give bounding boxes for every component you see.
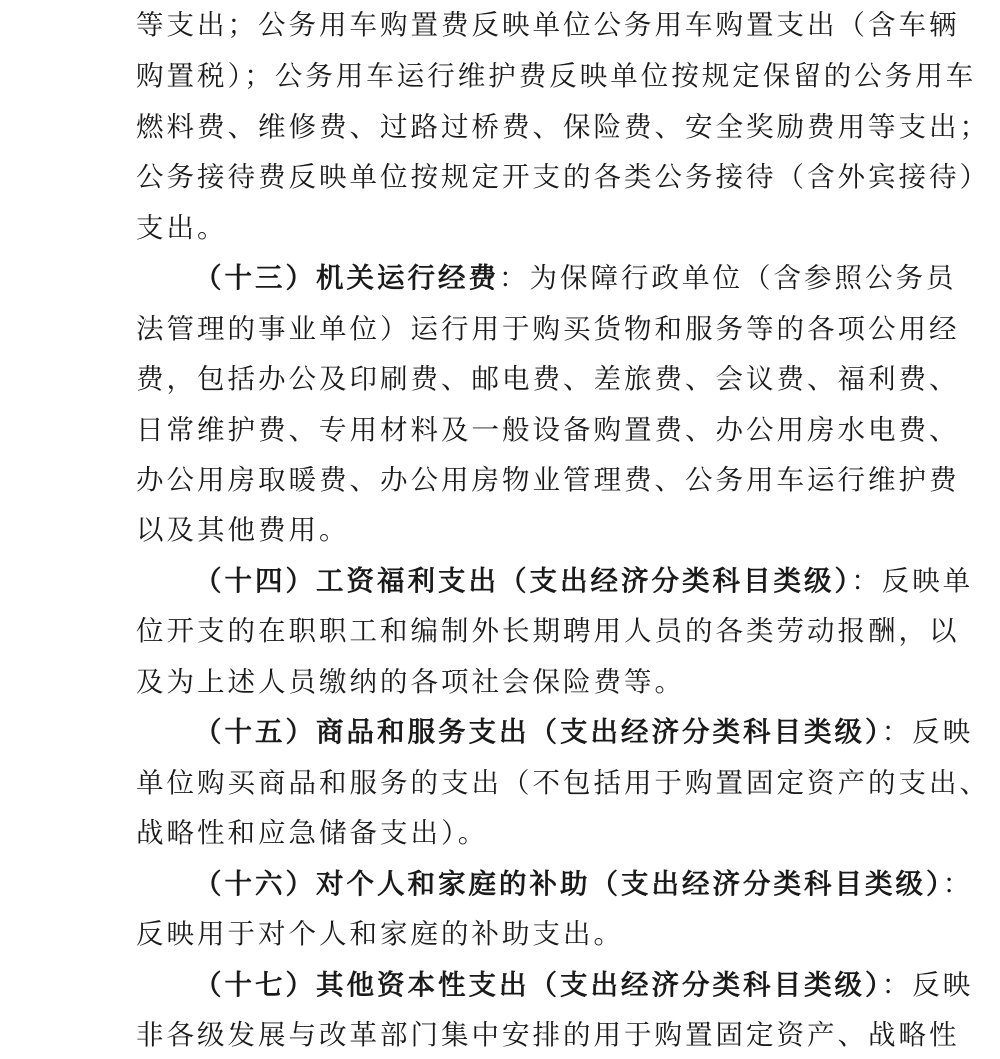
paragraph-line: 日常维护费、专用材料及一般设备购置费、办公用房水电费、 bbox=[136, 414, 960, 446]
paragraph-line: 燃料费、维修费、过路过桥费、保险费、安全奖励费用等支出； bbox=[136, 111, 990, 143]
paragraph-line: 战略性和应急储备支出）。 bbox=[136, 817, 489, 849]
paragraph-text: ： bbox=[942, 868, 974, 900]
paragraph-line: 法管理的事业单位）运行用于购买货物和服务等的各项公用经 bbox=[136, 313, 960, 345]
paragraph-line: 公务接待费反映单位按规定开支的各类公务接待（含外宾接待） bbox=[136, 161, 990, 193]
paragraph-line: 位开支的在职职工和编制外长期聘用人员的各类劳动报酬，以 bbox=[136, 615, 960, 647]
paragraph-first-line bbox=[194, 967, 973, 1003]
section-heading: （十四）工资福利支出（支出经济分类科目类级） bbox=[194, 565, 852, 597]
paragraph-line: 反映用于对个人和家庭的补助支出。 bbox=[136, 918, 624, 950]
paragraph-line: 等支出；公务用车购置费反映单位公务用车购置支出（含车辆 bbox=[136, 9, 960, 41]
paragraph-text: ：反映 bbox=[881, 716, 974, 748]
paragraph-first-line bbox=[194, 866, 973, 902]
paragraph-line: 费，包括办公及印刷费、邮电费、差旅费、会议费、福利费、 bbox=[136, 363, 960, 395]
paragraph-line: 单位购买商品和服务的支出（不包括用于购置固定资产的支出、 bbox=[136, 767, 990, 799]
paragraph-text: ：反映单 bbox=[851, 565, 974, 597]
paragraph-line: 购置税）；公务用车运行维护费反映单位按规定保留的公务用车 bbox=[136, 60, 977, 92]
paragraph-line: 以及其他费用。 bbox=[136, 514, 350, 546]
section-heading: （十六）对个人和家庭的补助（支出经济分类科目类级） bbox=[194, 868, 943, 900]
paragraph-line: 非各级发展与改革部门集中安排的用于购置固定资产、战略性 bbox=[136, 1019, 960, 1051]
paragraph-text: ：为保障行政单位（含参照公务员 bbox=[499, 262, 957, 294]
paragraph-text: ：反映 bbox=[881, 969, 974, 1001]
paragraph-line: 办公用房取暖费、办公用房物业管理费、公务用车运行维护费 bbox=[136, 464, 960, 496]
section-heading: （十七）其他资本性支出（支出经济分类科目类级） bbox=[194, 969, 882, 1001]
section-heading: （十五）商品和服务支出（支出经济分类科目类级） bbox=[194, 716, 882, 748]
paragraph-line: 及为上述人员缴纳的各项社会保险费等。 bbox=[136, 666, 685, 698]
paragraph-first-line bbox=[194, 714, 973, 750]
paragraph-first-line bbox=[194, 260, 957, 296]
paragraph-line: 支出。 bbox=[136, 212, 228, 244]
section-heading: （十三）机关运行经费 bbox=[194, 262, 499, 294]
paragraph-first-line bbox=[194, 563, 973, 599]
